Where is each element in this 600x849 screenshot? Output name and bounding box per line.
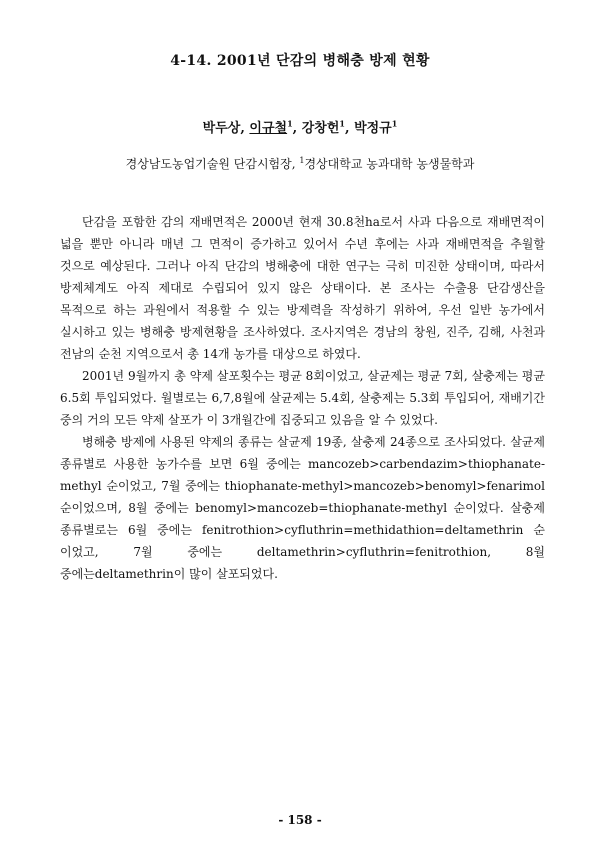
page-number: - 158 - bbox=[278, 813, 322, 827]
affiliations bbox=[0, 155, 600, 172]
abstract-body bbox=[60, 211, 545, 585]
author-1: 박두상 bbox=[202, 121, 241, 136]
author-4: 박정규 bbox=[354, 121, 392, 136]
author-separator: , bbox=[292, 121, 302, 136]
affiliation-2: 경상대학교 농과대학 농생물학과 bbox=[304, 157, 475, 171]
author-separator: , bbox=[240, 121, 250, 136]
author-4-affiliation-mark: 1 bbox=[391, 118, 398, 129]
affiliation-1: 경상남도농업기술원 단감시험장, bbox=[125, 157, 300, 171]
affiliation-mark: 1 bbox=[299, 156, 305, 165]
paragraph-2: 2001년 9월까지 총 약제 살포횟수는 평균 8회이었고, 살균제는 평균 7회, 살충제는 평균 6.5회 투입되었다. 월별로는 6,7,8월에 살균제는 5.4회, 살충제는 5.3회 투입되어, 재배기간 중의 거의 모든 약제 살포가 이 3개월간에 집중되고 있음을 알 수 있었다. bbox=[60, 369, 545, 427]
author-3-affiliation-mark: 1 bbox=[339, 118, 345, 129]
author-2-affiliation-mark: 1 bbox=[287, 118, 293, 129]
author-3: 강창헌 bbox=[301, 121, 340, 136]
paragraph-3: 병해충 방제에 사용된 약제의 종류는 살균제 19종, 살충제 24종으로 조사되었다. 살균제 종류별로 사용한 농가수를 보면 6월 중에는 mancozeb>carbendazim>thiophanate-methyl 순이었고, 7월 중에는 thiophanate-methyl>mancozeb>benomyl>fenarimol 순이었으며, 8월 중에는 benomyl>mancozeb=thiophanate-methyl 순이었다. 살충제 종류별로는 6월 중에는 fenitrothion>cyfluthrin=methidathion=deltamethrin 순 이었고, 7월 중에는 deltamethrin>cyfluthrin=fenitrothion, 8월 중에는deltamethrin이 많이 살포되었다. bbox=[60, 435, 545, 581]
author-2: 이규철 bbox=[249, 121, 288, 136]
author-list bbox=[0, 117, 600, 136]
paragraph-1: 단감을 포함한 감의 재배면적은 2000년 현재 30.8천ha로서 사과 다음으로 재배면적이 넓을 뿐만 아니라 매년 그 면적이 증가하고 있어서 수년 후에는 사과 재배면적을 추월할 것으로 예상된다. 그러나 아직 단감의 병해충에 대한 연구는 극히 미진한 상태이며, 따라서 방제체계도 아직 제대로 수립되어 있지 않은 상태이다. 본 조사는 수출용 단감생산을 목적으로 하는 과원에서 적용할 수 있는 방제력을 작성하기 위하여, 우선 일반 농가에서 실시하고 있는 병해충 방제현황을 조사하였다. 조사지역은 경남의 창원, 진주, 김해, 사천과 전남의 순천 지역으로서 총 14개 농가를 대상으로 하였다. bbox=[60, 215, 545, 361]
paper-title: 4-14. 2001년 단감의 병해충 방제 현황 bbox=[170, 53, 430, 69]
author-separator: , bbox=[345, 121, 355, 136]
